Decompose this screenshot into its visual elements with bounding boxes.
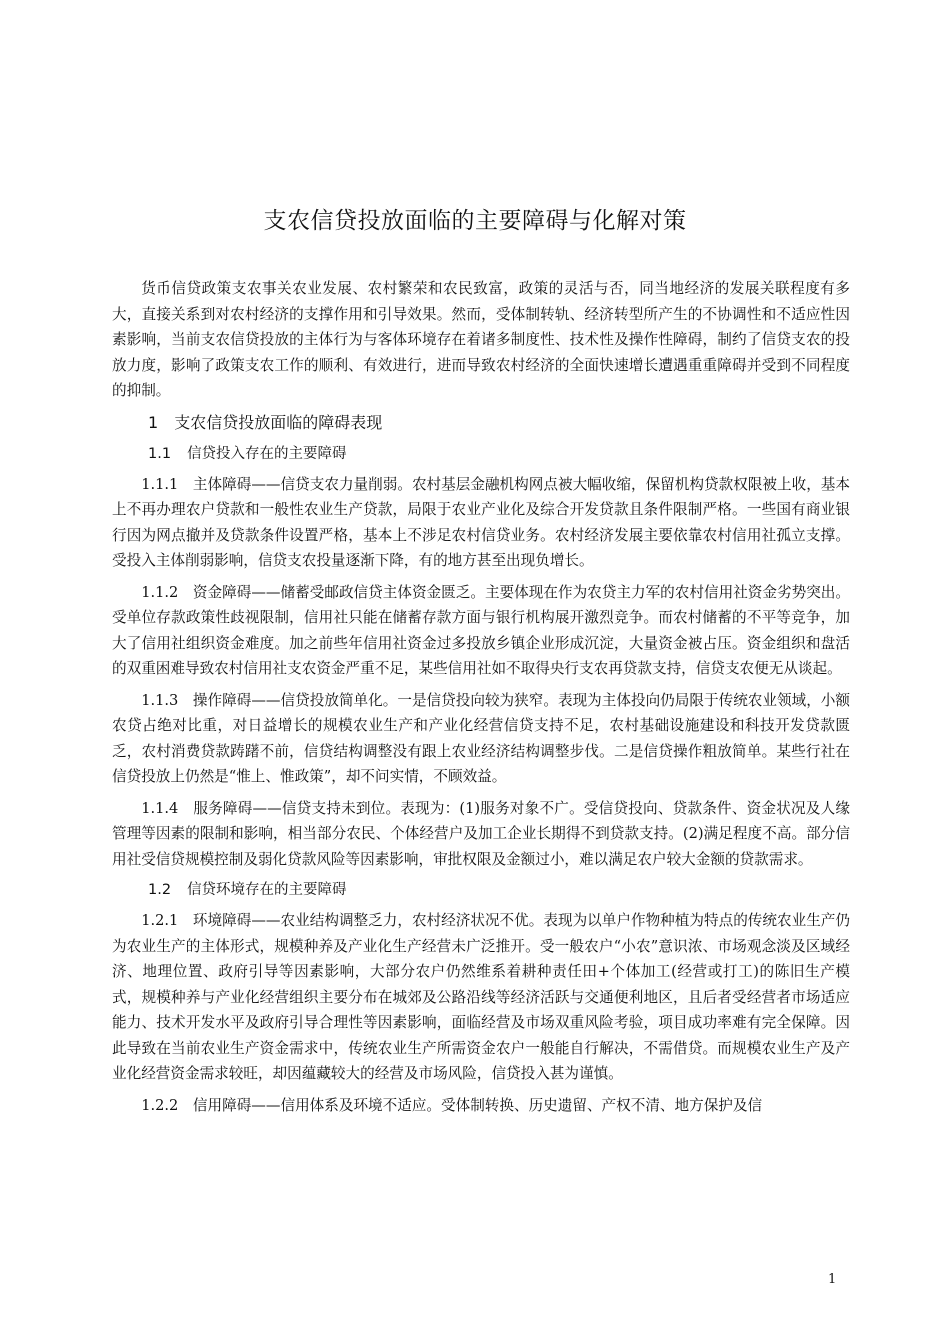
intro-paragraph: 货币信贷政策支农事关农业发展、农村繁荣和农民致富，政策的灵活与否，同当地经济的发展关联程度有多大，直接关系到对农村经济的支撑作用和引导效果。然而，受体制转轨、经济转型所产生的不协调性和不适应性因素影响，当前支农信贷投放的主体行为与客体环境存在着诸多制度性、技术性及操作性障碍，制约了信贷支农的投放力度，影响了政策支农工作的顺利、有效进行，进而导致农村经济的全面快速增长遭遇重重障碍并受到不同程度的抑制。 bbox=[112, 280, 850, 399]
paragraph-1-1-2: 1.1.2 资金障碍——储蓄受邮政信贷主体资金匮乏。主要体现在作为农贷主力军的农村信用社资金劣势突出。受单位存款政策性歧视限制，信用社只能在储蓄存款方面与银行机构展开激烈竞争。而农村储蓄的不平等竞争，加大了信用社组织资金难度。加之前些年信用社资金过多投放乡镇企业形成沉淀，大量资金被占压。资金组织和盘活的双重困难导致农村信用社支农资金严重不足，某些信用社如不取得央行支农再贷款支持，信贷支农便无从谈起。 bbox=[112, 583, 850, 677]
document-body bbox=[112, 276, 850, 1124]
paragraph-1-1-3: 1.1.3 操作障碍——信贷投放简单化。一是信贷投向较为狭窄。表现为主体投向仍局限于传统农业领域，小额农贷占绝对比重，对日益增长的规模农业生产和产业化经营信贷支持不足，农村基础设施建设和科技开发贷款匮乏，农村消费贷款踌躇不前，信贷结构调整没有跟上农业经济结构调整步伐。二是信贷操作粗放简单。某些行社在信贷投放上仍然是“惟上、惟政策”，却不问实情，不顾效益。 bbox=[112, 691, 850, 785]
section-1-2-heading bbox=[112, 878, 850, 902]
paragraph-1-2-2: 1.2.2 信用障碍——信用体系及环境不适应。受体制转换、历史遗留、产权不清、地方保护及信 bbox=[141, 1096, 763, 1114]
paragraph-1-2-1: 1.2.1 环境障碍——农业结构调整乏力，农村经济状况不优。表现为以单户作物种植为特点的传统农业生产仍为农业生产的主体形式，规模种养及产业化生产经营未广泛推开。受一般农户“小农”意识浓、市场观念淡及区域经济、地理位置、政府引导等因素影响，大部分农户仍然维系着耕种责任田+个体加工(经营或打工)的陈旧生产模式，规模种养与产业化经营组织主要分布在城郊及公路沿线等经济活跃与交通便利地区，且后者受经营者市场适应能力、技术开发水平及政府引导合理性等因素影响，面临经营及市场双重风险考验，项目成功率难有完全保障。因此导致在当前农业生产资金需求中，传统农业生产所需资金农户一般能自行解决，不需借贷。而规模农业生产及产业化经营资金需求较旺，却因蕴藏较大的经营及市场风险，信贷投入甚为谨慎。 bbox=[112, 912, 850, 1082]
section-1-number: 1 bbox=[148, 412, 159, 432]
section-1-1-heading bbox=[112, 442, 850, 466]
section-1-1-number: 1.1 bbox=[148, 445, 172, 462]
section-1-heading bbox=[112, 410, 850, 436]
paragraph-1-1-4: 1.1.4 服务障碍——信贷支持未到位。表现为：(1)服务对象不广。受信贷投向、贷款条件、资金状况及人缘管理等因素的限制和影响，相当部分农民、个体经营户及加工企业长期得不到贷款支持。(2)满足程度不高。部分信用社受信贷规模控制及弱化贷款风险等因素影响，审批权限及金额过小，难以满足农户较大金额的贷款需求。 bbox=[112, 799, 850, 868]
section-1-2-number: 1.2 bbox=[148, 882, 172, 898]
paragraph-1-1-1: 1.1.1 主体障碍——信贷支农力量削弱。农村基层金融机构网点被大幅收缩，保留机构贷款权限被上收，基本上不再办理农户贷款和一般性农业生产贷款，局限于农业产业化及综合开发贷款且条件限制严格。一些国有商业银行因为网点撤并及贷款条件设置严格，基本上不涉足农村信贷业务。农村经济发展主要依靠农村信用社孤立支撑。受投入主体削弱影响，信贷支农投量逐渐下降，有的地方甚至出现负增长。 bbox=[112, 475, 850, 569]
section-1-2-title: 信贷环境存在的主要障碍 bbox=[187, 882, 347, 898]
section-1-1-title: 信贷投入存在的主要障碍 bbox=[187, 445, 347, 462]
section-1-title: 支农信贷投放面临的障碍表现 bbox=[174, 412, 383, 432]
document-title: 支农信贷投放面临的主要障碍与化解对策 bbox=[263, 208, 687, 234]
page-number: 1 bbox=[828, 1272, 837, 1287]
